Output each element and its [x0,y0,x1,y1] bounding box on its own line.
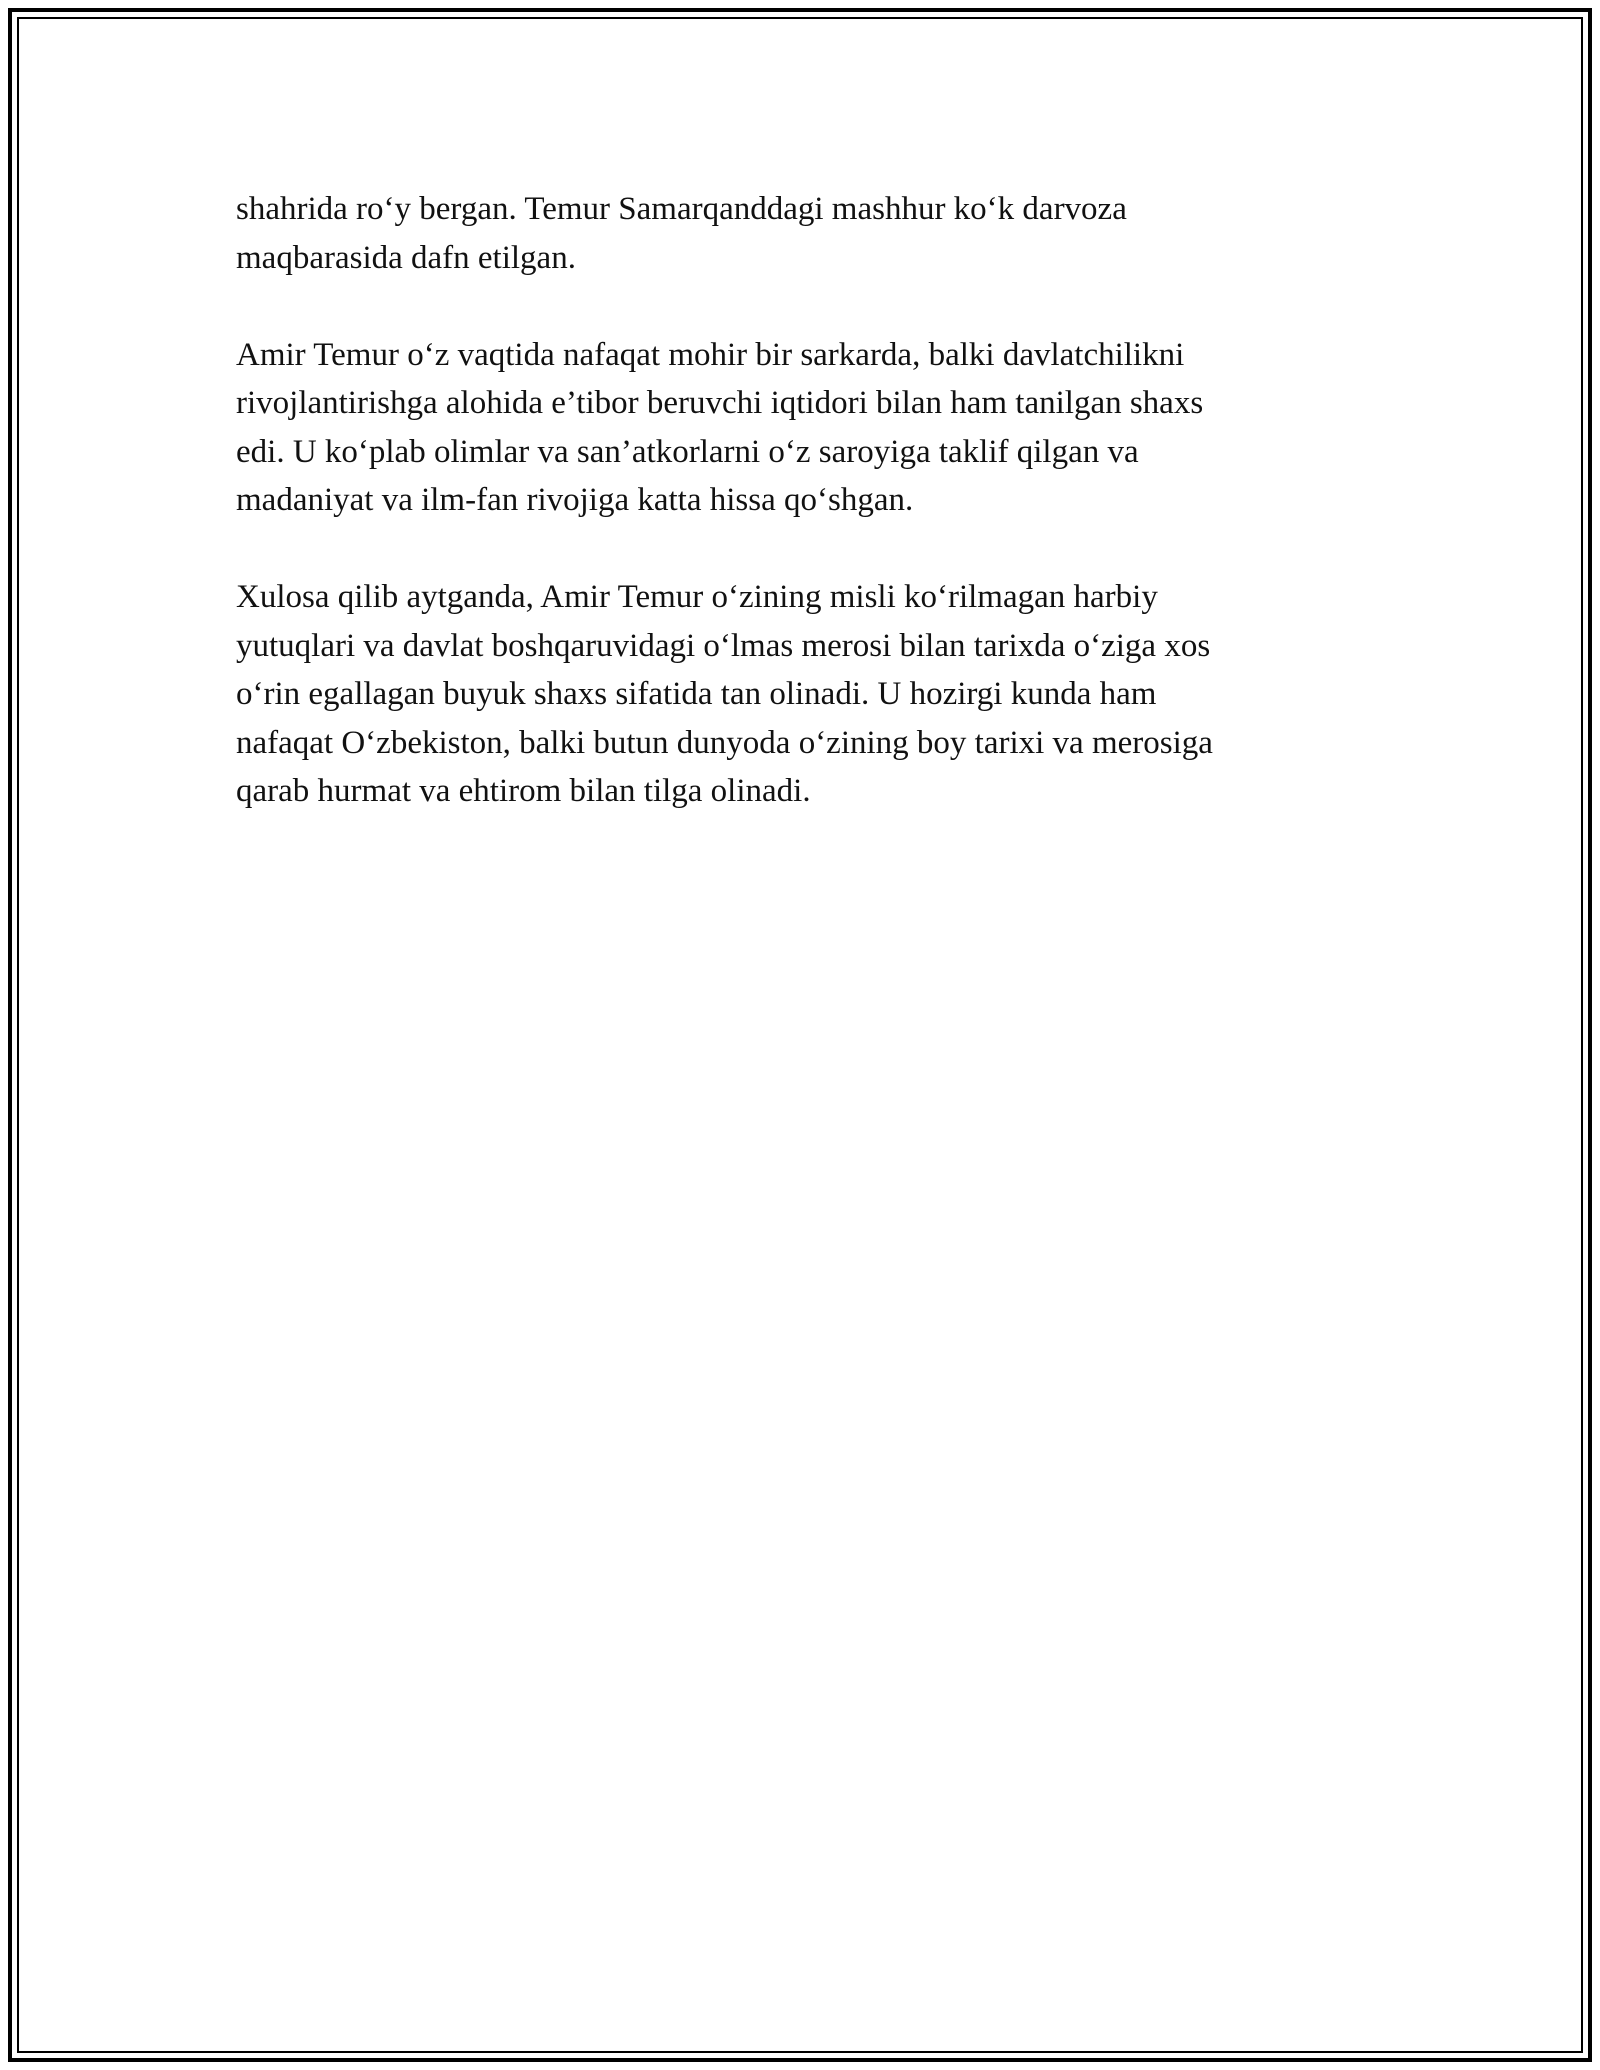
text-line: Amir Temur o‘z vaqtida nafaqat mohir bir sarkarda, balki davlatchilikni [236,336,1185,373]
text-line: madaniyat va ilm-fan rivojiga katta hissa qo‘shgan. [236,482,914,518]
text-line: Xulosa qilib aytganda, Amir Temur o‘zining misli ko‘rilmagan harbiy [236,579,1158,615]
paragraph-1 [236,185,1356,282]
document-body [236,185,1356,864]
text-line: yutuqlari va davlat boshqaruvidagi o‘lmas merosi bilan tarixda o‘ziga xos [236,627,1211,664]
text-line: qarab hurmat va ehtirom bilan tilga olinadi. [236,773,811,809]
text-line: shahrida ro‘y bergan. Temur Samarqanddagi mashhur ko‘k darvoza [236,191,1127,227]
text-line: edi. U ko‘plab olimlar va san’atkorlarni o‘z saroyiga taklif qilgan va [236,433,1139,470]
paragraph-2 [236,331,1356,525]
text-line: maqbarasida dafn etilgan. [236,239,576,276]
text-line: o‘rin egallagan buyuk shaxs sifatida tan olinadi. U hozirgi kunda ham [236,676,1157,712]
text-line: nafaqat O‘zbekiston, balki butun dunyoda o‘zining boy tarixi va merosiga [236,724,1213,761]
text-line: rivojlantirishga alohida e’tibor beruvchi iqtidori bilan ham tanilgan shaxs [236,385,1204,421]
paragraph-3 [236,573,1356,816]
